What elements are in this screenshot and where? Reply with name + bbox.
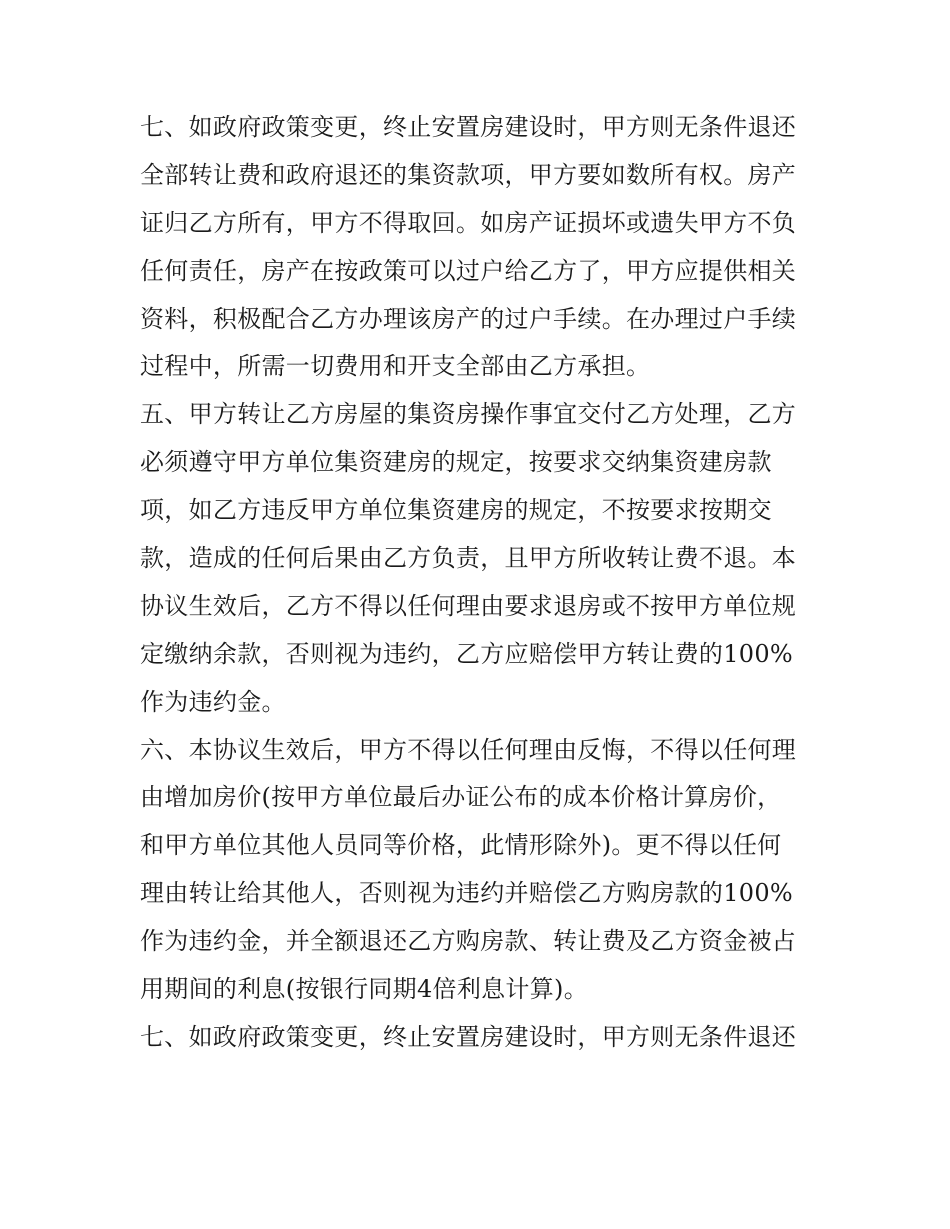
text-line: 项，如乙方违反甲方单位集资建房的规定，不按要求按期交: [140, 496, 772, 525]
text-line: 七、如政府政策变更，终止安置房建设时，甲方则无条件退还: [140, 113, 797, 141]
text-line: 款，造成的任何后果由乙方负责，且甲方所收转让费不退。本: [140, 544, 797, 573]
text-line: 理由转让给其他人，否则视为违约并赔偿乙方购房款的100%: [140, 879, 794, 908]
text-line: 七、如政府政策变更，终止安置房建设时，甲方则无条件退还: [140, 1022, 797, 1051]
text-line: 协议生效后，乙方不得以任何理由要求退房或不按甲方单位规: [140, 591, 797, 620]
text-line: 资料，积极配合乙方办理该房产的过户手续。在办理过户手续: [140, 304, 797, 333]
text-line: 由增加房价(按甲方单位最后办证公布的成本价格计算房价，: [140, 783, 782, 812]
text-line: 和甲方单位其他人员同等价格，此情形除外)。更不得以任何: [140, 831, 782, 860]
text-line: 作为违约金。: [140, 687, 286, 716]
text-line: 必须遵守甲方单位集资建房的规定，按要求交纳集资建房款: [140, 448, 772, 477]
text-line: 证归乙方所有，甲方不得取回。如房产证损坏或遗失甲方不负: [140, 208, 797, 237]
text-line: 六、本协议生效后，甲方不得以任何理由反悔，不得以任何理: [140, 735, 797, 764]
text-line: 五、甲方转让乙方房屋的集资房操作事宜交付乙方处理，乙方: [140, 400, 797, 429]
document-body: [140, 104, 820, 1062]
text-line: 定缴纳余款，否则视为违约，乙方应赔偿甲方转让费的100%: [140, 639, 794, 668]
text-line: 过程中，所需一切费用和开支全部由乙方承担。: [140, 352, 651, 381]
text-line: 用期间的利息(按银行同期4倍利息计算)。: [140, 975, 588, 1004]
text-line: 全部转让费和政府退还的集资款项，甲方要如数所有权。房产: [140, 160, 797, 189]
text-line: 作为违约金，并全额退还乙方购房款、转让费及乙方资金被占: [140, 927, 797, 956]
text-line: 任何责任，房产在按政策可以过户给乙方了，甲方应提供相关: [140, 256, 797, 285]
